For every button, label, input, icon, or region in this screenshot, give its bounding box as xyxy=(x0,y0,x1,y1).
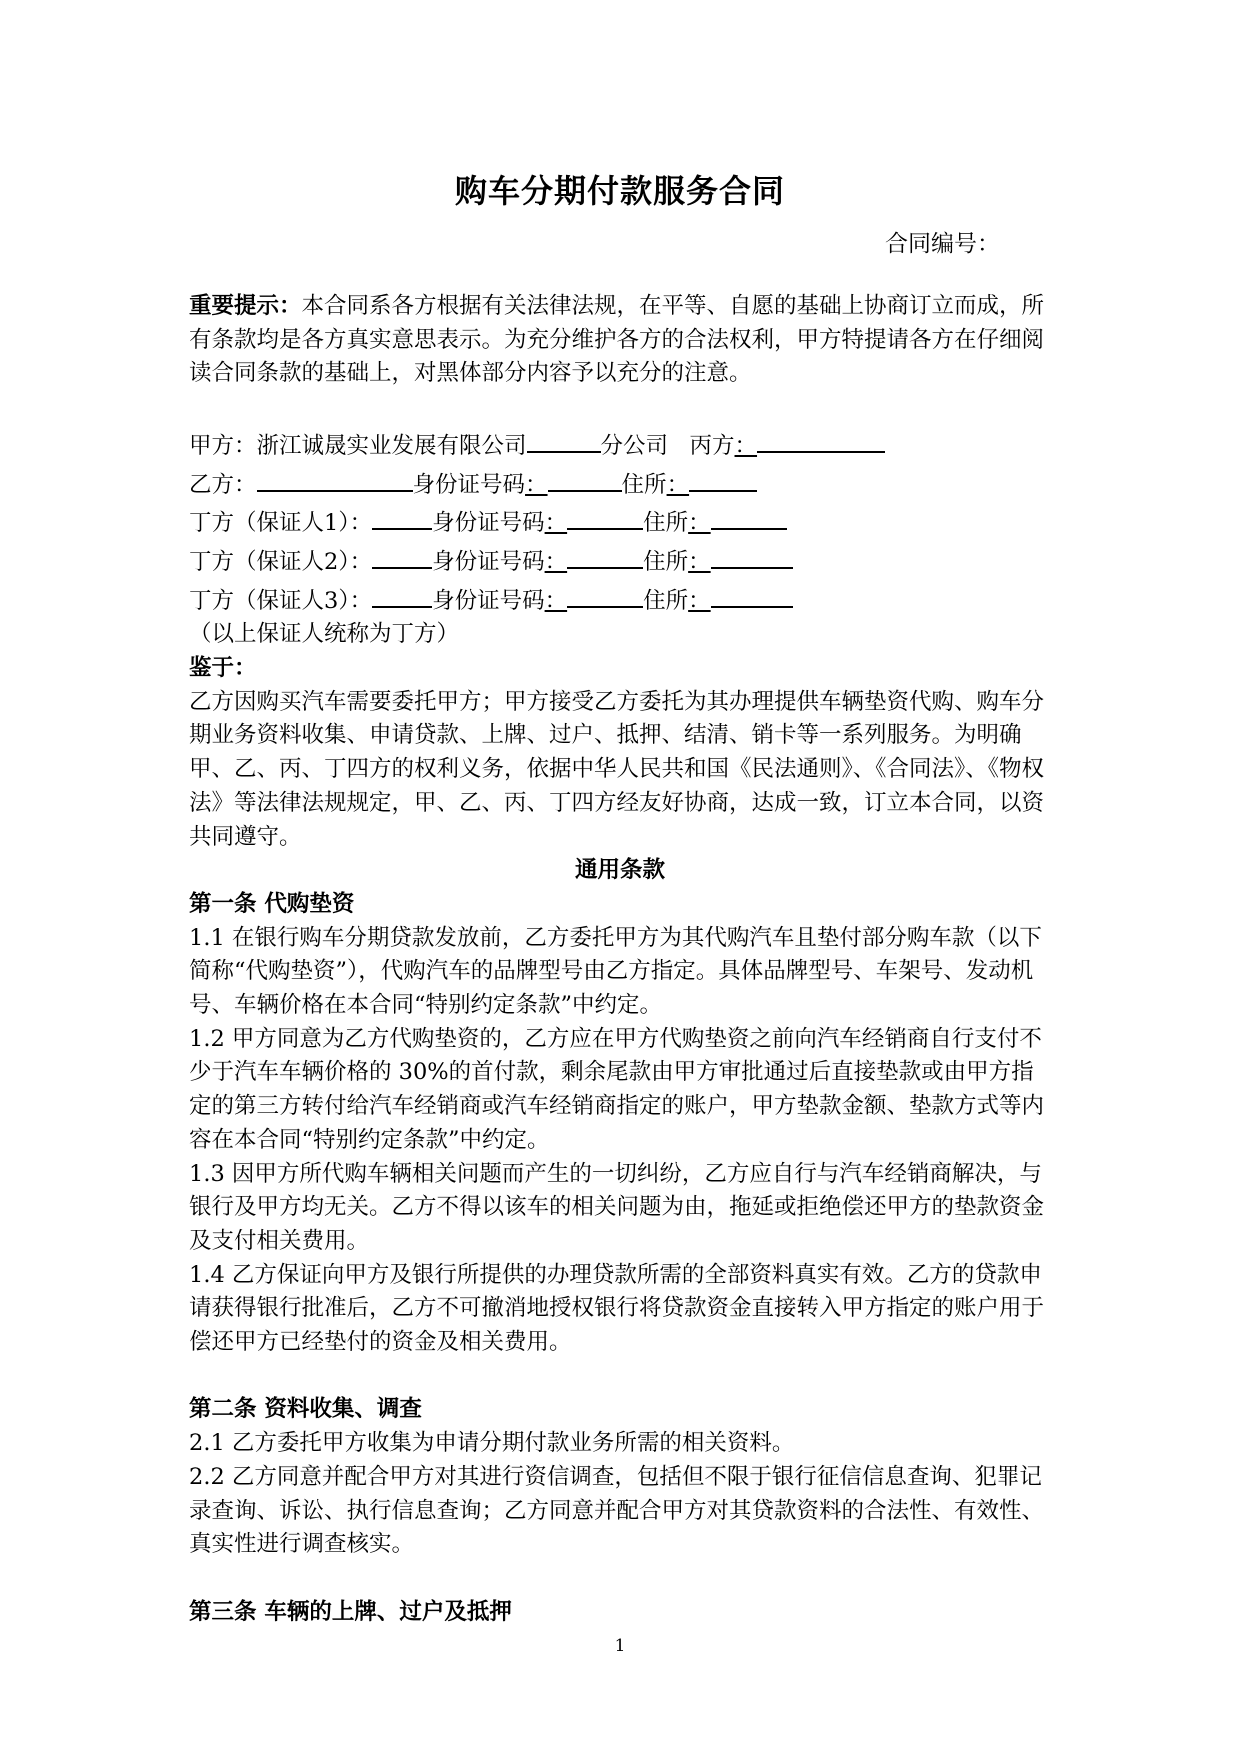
guarantor-1-id-label: 身份证号码 xyxy=(432,510,545,537)
party-jia-branch: 分公司 xyxy=(600,432,669,459)
contract-number-label: 合同编号： xyxy=(885,231,1000,257)
article-2-item: 2.2 乙方同意并配合甲方对其进行资信调查，包括但不限于银行征信信息查询、犯罪记录查询、诉讼、执行信息查询；乙方同意并配合甲方对其贷款资料的合法性、有效性、真实性进行调查核实。 xyxy=(189,1463,1045,1558)
guarantor-2-id-label: 身份证号码 xyxy=(432,548,545,575)
party-bing-colon: ： xyxy=(734,432,758,459)
guarantor-2-addr-blank xyxy=(711,541,793,569)
guarantor-1-addr-label: 住所 xyxy=(643,510,689,537)
guarantor-1-addr-colon: ： xyxy=(688,510,711,537)
guarantor-2-addr-label: 住所 xyxy=(643,548,689,575)
party-yi-addr-label: 住所 xyxy=(621,471,667,498)
article-1-heading: 第一条 代购垫资 xyxy=(189,890,355,917)
party-yi-line xyxy=(189,464,1051,503)
party-bing-blank xyxy=(757,425,885,453)
guarantor-1-addr-blank xyxy=(711,502,787,530)
party-yi-label: 乙方： xyxy=(189,471,257,498)
party-jia-name: 甲方：浙江诚晟实业发展有限公司 xyxy=(189,432,527,459)
guarantor-2-id-colon: ： xyxy=(544,548,568,575)
branch-blank xyxy=(527,425,601,453)
party-yi-addr-blank xyxy=(689,464,757,492)
guarantor-2-name-blank xyxy=(372,541,432,569)
party-yi-id-blank xyxy=(548,464,622,492)
guarantor-3-id-colon: ： xyxy=(544,587,568,614)
article-3-heading: 第三条 车辆的上牌、过户及抵押 xyxy=(189,1598,512,1625)
contract-body xyxy=(189,290,1051,1629)
guarantor-3-label: 丁方（保证人3）： xyxy=(189,587,373,614)
article-1-item: 1.2 甲方同意为乙方代购垫资的，乙方应在甲方代购垫资之前向汽车经销商自行支付不少于汽车车辆价格的 30%的首付款，剩余尾款由甲方审批通过后直接垫款或由甲方指定的第三方转付给汽车经销商或汽车经销商指定的账户，甲方垫款金额、垫款方式等内容在本合同“特别约定条款”中约定。 xyxy=(189,1025,1045,1153)
whereas-label: 鉴于： xyxy=(189,655,257,682)
guarantor-1-label: 丁方（保证人1）： xyxy=(189,510,373,537)
guarantor-1-name-blank xyxy=(372,502,432,530)
important-notice xyxy=(189,290,1051,391)
party-bing-label: 丙方 xyxy=(689,432,735,459)
guarantor-2-addr-colon: ： xyxy=(688,548,711,575)
guarantor-3-id-blank xyxy=(567,580,643,608)
party-yi-id-label: 身份证号码 xyxy=(412,471,526,498)
guarantor-3-addr-label: 住所 xyxy=(643,587,689,614)
whereas-text: 乙方因购买汽车需要委托甲方；甲方接受乙方委托为其办理提供车辆垫资代购、购车分期业务资料收集、申请贷款、上牌、过户、抵押、结清、销卡等一系列服务。为明确甲、乙、丙、丁四方的权利义务，依据中华人民共和国《民法通则》、《合同法》、《物权法》等法律法规规定，甲、乙、丙、丁四方经友好协商，达成一致，订立本合同，以资共同遵守。 xyxy=(189,688,1045,850)
party-yi-id-colon: ： xyxy=(525,471,548,498)
guarantor-3-id-label: 身份证号码 xyxy=(432,587,545,614)
notice-label: 重要提示： xyxy=(189,293,302,319)
contract-title: 购车分期付款服务合同 xyxy=(454,172,785,210)
guarantor-1-line xyxy=(189,502,1051,541)
article-1-item: 1.3 因甲方所代购车辆相关问题而产生的一切纠纷，乙方应自行与汽车经销商解决，与银行及甲方均无关。乙方不得以该车的相关问题为由，拖延或拒绝偿还甲方的垫款资金及支付相关费用。 xyxy=(189,1160,1045,1254)
guarantor-3-line xyxy=(189,580,1051,619)
article-1-item: 1.1 在银行购车分期贷款发放前，乙方委托甲方为其代购汽车且垫付部分购车款（以下简称“代购垫资”），代购汽车的品牌型号由乙方指定。具体品牌型号、车架号、发动机号、车辆价格在本合同“特别约定条款”中约定。 xyxy=(189,924,1042,1019)
guarantor-3-addr-blank xyxy=(711,580,793,608)
guarantor-3-addr-colon: ： xyxy=(688,587,711,614)
guarantor-1-id-colon: ： xyxy=(544,510,568,537)
guarantor-3-name-blank xyxy=(372,580,432,608)
notice-text: 本合同系各方根据有关法律法规，在平等、自愿的基础上协商订立而成，所有条款均是各方真实意思表示。为充分维护各方的合法权利，甲方特提请各方在仔细阅读合同条款的基础上，对黑体部分内容予以充分的注意。 xyxy=(189,293,1045,387)
guarantor-2-id-blank xyxy=(567,541,643,569)
article-1-item: 1.4 乙方保证向甲方及银行所提供的办理贷款所需的全部资料真实有效。乙方的贷款申请获得银行批准后，乙方不可撤消地授权银行将贷款资金直接转入甲方指定的账户用于偿还甲方已经垫付的资金及相关费用。 xyxy=(189,1261,1045,1356)
page-number: 1 xyxy=(614,1636,626,1656)
guarantor-note: （以上保证人统称为丁方） xyxy=(189,621,460,648)
general-terms-heading: 通用条款 xyxy=(574,857,665,884)
guarantor-2-label: 丁方（保证人2）： xyxy=(189,548,373,575)
article-2-item: 2.1 乙方委托甲方收集为申请分期付款业务所需的相关资料。 xyxy=(189,1430,795,1457)
party-jia-line xyxy=(189,425,1051,464)
party-yi-addr-colon: ： xyxy=(666,471,690,498)
guarantor-2-line xyxy=(189,541,1051,580)
guarantor-1-id-blank xyxy=(567,502,643,530)
party-yi-name-blank xyxy=(257,464,413,492)
article-2-heading: 第二条 资料收集、调查 xyxy=(189,1396,422,1423)
